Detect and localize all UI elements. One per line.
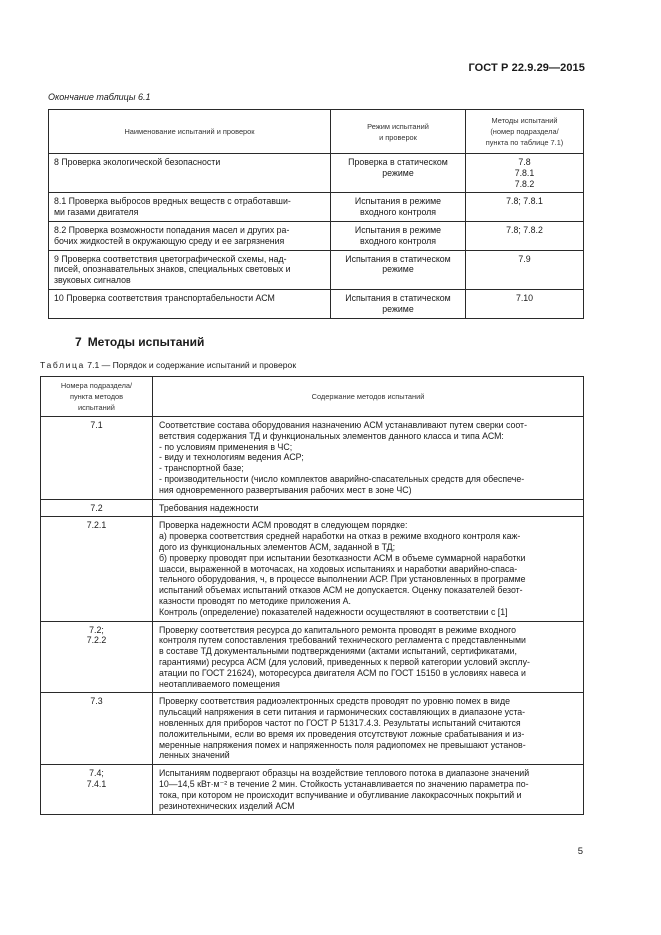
- text-line: 7.4;: [89, 768, 104, 779]
- method-content-cell: [153, 765, 584, 815]
- table-row: [41, 765, 584, 815]
- text-line: 8.1 Проверка выбросов вредных веществ с отработавши-: [54, 196, 291, 207]
- text-line: входного контроля: [359, 235, 437, 246]
- table-row: [49, 289, 584, 318]
- test-methods-cell: [466, 250, 584, 289]
- method-number-cell: [41, 499, 153, 517]
- table-row: [49, 154, 584, 193]
- table-row: [41, 517, 584, 621]
- text-line: 7.8: [518, 157, 531, 167]
- text-line: режиме: [382, 303, 414, 314]
- test-mode-cell: [331, 193, 466, 222]
- text-line: 7.2.2: [86, 635, 107, 646]
- text-line: Испытания в режиме: [354, 224, 442, 235]
- text-line: 8.2 Проверка возможности попадания масел и других ра-: [54, 224, 290, 235]
- text-line: гарантиями) ресурса АСМ (для условий, приведенных к первой категории условий эксплу-: [159, 656, 530, 667]
- text-line: в составе ТД документальными подтверждениями (актами испытаний, сертификатами,: [159, 646, 518, 657]
- table-6-1-end: [48, 109, 584, 319]
- text-line: звуковых сигналов: [54, 275, 131, 286]
- text-line: - транспортной базе;: [159, 463, 244, 474]
- test-name-cell: [49, 154, 331, 193]
- method-content-cell: [153, 499, 584, 517]
- text-line: - по условиям применения в ЧС;: [159, 441, 293, 452]
- col-header-test-methods: Методы испытаний (номер подраздела/ пункта по таблице 7.1): [466, 110, 584, 154]
- document-code: ГОСТ Р 22.9.29—2015: [468, 62, 585, 74]
- table-row: [41, 693, 584, 765]
- col-header-method-content: Содержание методов испытаний: [153, 377, 584, 417]
- text-line: атации по ГОСТ 21624), моторесурса двигателя АСМ по ГОСТ 15150 в условиях навеса и: [159, 667, 526, 678]
- text-line: 7.2: [90, 502, 103, 513]
- col-header-test-name: Наименование испытаний и проверок: [49, 110, 331, 154]
- text-line: а) проверка соответствия средней наработки на отказ в режиме входного контроля каж-: [159, 531, 521, 542]
- table-7-1-caption: Таблица 7.1 — Порядок и содержание испытаний и проверок: [40, 360, 297, 370]
- text-line: ленных значений: [159, 750, 230, 761]
- col-header-test-mode: Режим испытаний и проверок: [331, 110, 466, 154]
- col-header-method-number: Номера подраздела/ пункта методов испытаний: [41, 377, 153, 417]
- text-line: б) проверку проводят при испытании безотказности АСМ в объеме суммарной наработки: [159, 552, 526, 563]
- text-line: ветствия содержания ТД и функциональных элементов данного класса и типа АСМ:: [159, 430, 504, 441]
- text-line: 7.2;: [89, 624, 104, 635]
- page-number: 5: [577, 846, 583, 857]
- method-number-cell: [41, 417, 153, 500]
- section-heading: 7 Методы испытаний: [75, 335, 205, 349]
- test-methods-cell: [466, 221, 584, 250]
- text-line: 7.10: [515, 292, 534, 303]
- test-methods-cell: [466, 289, 584, 318]
- text-line: Требования надежности: [159, 502, 259, 513]
- method-number-cell: [41, 621, 153, 693]
- test-name-cell: [49, 221, 331, 250]
- table-7-1: [40, 376, 584, 815]
- text-line: меренные напряжения помех и напряженность поля радиопомех не превышают установ-: [159, 739, 526, 750]
- test-name-cell: [49, 289, 331, 318]
- test-mode-cell: [331, 154, 466, 193]
- test-name-cell: [49, 193, 331, 222]
- text-line: 7.3: [90, 696, 103, 707]
- text-line: Контроль (определение) показателей надежности осуществляют в соответствии с [1]: [159, 606, 508, 617]
- text-line: 7.4.1: [86, 778, 107, 789]
- text-line: новленных для приборов частот по ГОСТ Р 51317.4.3. Результаты испытаний считаются: [159, 717, 521, 728]
- text-line: ми газами двигателя: [54, 207, 139, 218]
- test-mode-cell: [331, 250, 466, 289]
- text-line: тельного оборудования, ч, в процессе выполнении АСР. При установленных в программе: [159, 574, 526, 585]
- text-line: Испытания в статическом: [345, 253, 451, 264]
- table-row: [41, 499, 584, 517]
- text-line: тока, при котором не происходит вспучивание и обугливание лакокрасочных покрытий и: [159, 789, 522, 800]
- text-line: Испытаниям подвергают образцы на воздействие теплового потока в диапазоне значений: [159, 768, 530, 779]
- method-content-cell: [153, 417, 584, 500]
- table-row: [49, 250, 584, 289]
- text-line: Проверка надежности АСМ проводят в следующем порядке:: [159, 520, 408, 531]
- text-line: Соответствие состава оборудования назначению АСМ устанавливают путем сверки соот-: [159, 420, 527, 430]
- table-row: [49, 193, 584, 222]
- text-line: режиме: [382, 167, 414, 178]
- text-line: 7.2.1: [86, 520, 107, 531]
- table-continuation-caption: Окончание таблицы 6.1: [48, 92, 151, 102]
- text-line: ния одновременного развертывания рабочих мест в зоне ЧС): [159, 484, 412, 495]
- text-line: Проверку соответствия радиоэлектронных средств проводят по уровню помех в виде: [159, 696, 510, 707]
- test-mode-cell: [331, 221, 466, 250]
- table-row: [49, 221, 584, 250]
- text-line: входного контроля: [359, 207, 437, 218]
- text-line: 8 Проверка экологической безопасности: [54, 157, 221, 167]
- text-line: контроля путем сопоставления требований технического регламента с представленными: [159, 635, 526, 646]
- text-line: испытаний объемах испытаний отказов АСМ не допускается. Оценку показателей безот-: [159, 585, 523, 596]
- text-line: 7.1: [90, 420, 103, 430]
- method-content-cell: [153, 517, 584, 621]
- table-row: [41, 621, 584, 693]
- method-content-cell: [153, 693, 584, 765]
- text-line: 7.8; 7.8.2: [506, 224, 543, 235]
- text-line: 10 Проверка соответствия транспортабельности АСМ: [54, 292, 275, 303]
- text-line: 10—14,5 кВт·м⁻² в течение 2 мин. Стойкость устанавливается по значению параметра по-: [159, 778, 529, 789]
- text-line: 9 Проверка соответствия цветографической схемы, над-: [54, 253, 287, 264]
- test-mode-cell: [331, 289, 466, 318]
- test-name-cell: [49, 250, 331, 289]
- text-line: 7.8.2: [514, 178, 535, 189]
- text-line: пульсаций напряжения в сети питания и гармонических составляющих в диапазоне уста-: [159, 707, 526, 718]
- text-line: 7.8.1: [514, 167, 535, 178]
- method-content-cell: [153, 621, 584, 693]
- text-line: шасси, выраженной в моточасах, на ходовых испытаниях и наработки аварийно-спаса-: [159, 563, 518, 574]
- text-line: Испытания в статическом: [345, 292, 451, 303]
- text-line: 7.8; 7.8.1: [506, 196, 543, 207]
- text-line: дого из функциональных элементов АСМ, заданной в ТД;: [159, 541, 396, 552]
- table-row: [41, 417, 584, 500]
- text-line: бочих жидкостей в окружающую среду и ее загрязнения: [54, 235, 285, 246]
- test-methods-cell: [466, 154, 584, 193]
- text-line: - виду и технологиям ведения АСР;: [159, 452, 304, 463]
- text-line: режиме: [382, 264, 414, 275]
- text-line: 7.9: [518, 253, 531, 264]
- method-number-cell: [41, 517, 153, 621]
- method-number-cell: [41, 693, 153, 765]
- text-line: Проверку соответствия ресурса до капитального ремонта проводят в режиме входного: [159, 624, 517, 635]
- text-line: - производительности (число комплектов аварийно-спасательных средств для обеспече-: [159, 473, 525, 484]
- text-line: резинотехнических изделий АСМ: [159, 800, 295, 811]
- text-line: Испытания в режиме: [354, 196, 442, 207]
- method-number-cell: [41, 765, 153, 815]
- text-line: неотапливаемого помещения: [159, 678, 280, 689]
- text-line: Проверка в статическом: [348, 157, 448, 167]
- test-methods-cell: [466, 193, 584, 222]
- text-line: казности проводят по методике приложения А.: [159, 595, 351, 606]
- text-line: положительными, если во время их проведения отсутствуют ложные срабатывания и из-: [159, 728, 525, 739]
- text-line: писей, опознавательных знаков, специальных световых и: [54, 264, 291, 275]
